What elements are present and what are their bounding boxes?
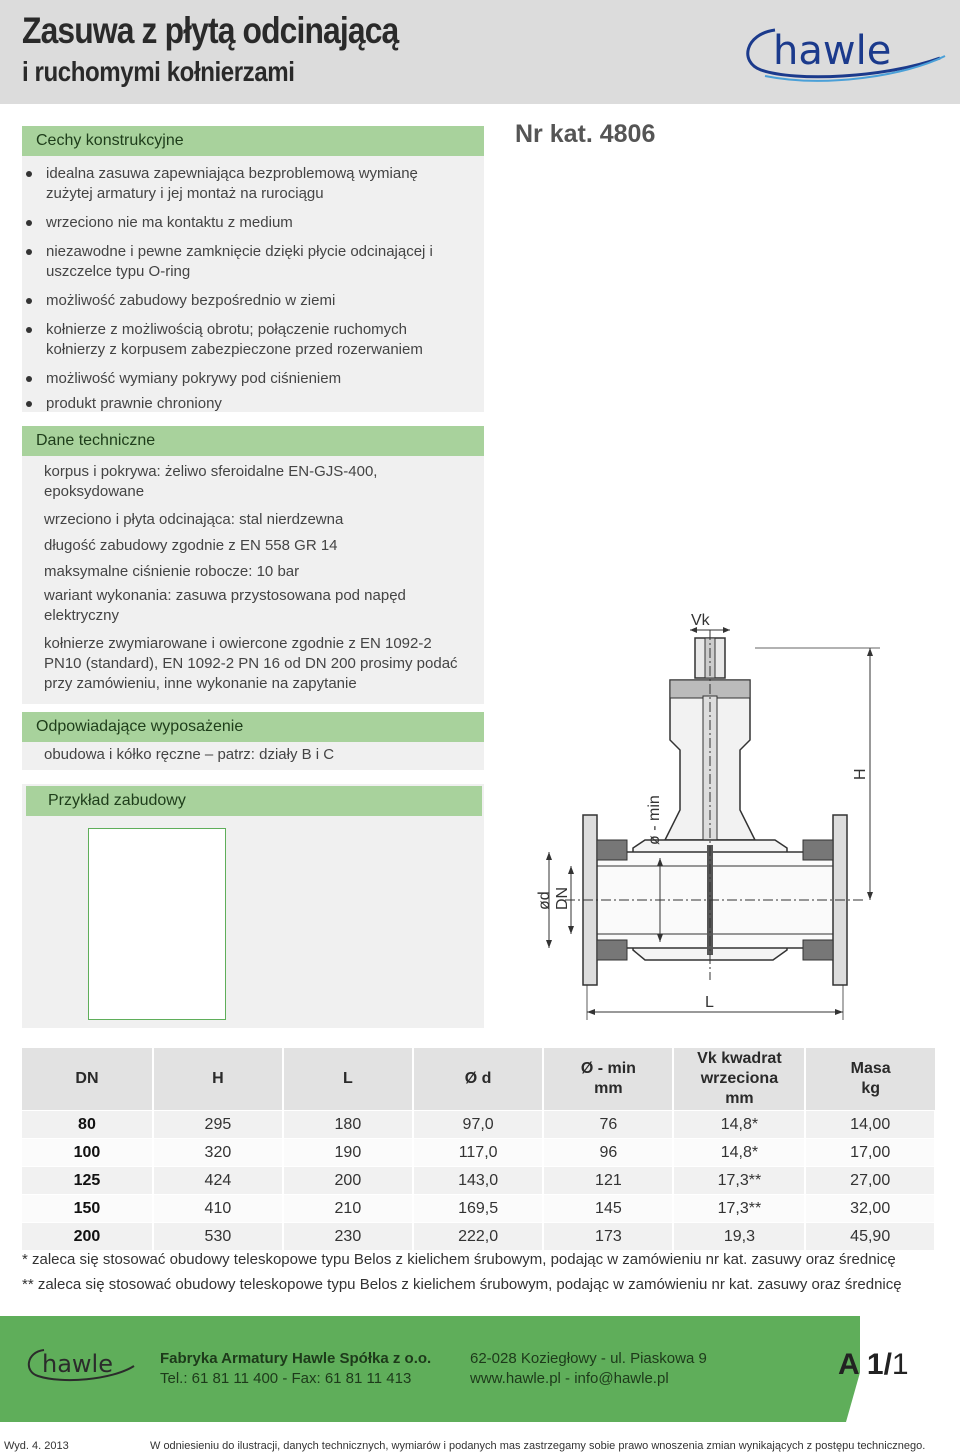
page-title: Zasuwa z płytą odcinającą (22, 10, 399, 51)
technical-heading: Dane techniczne (22, 426, 484, 456)
footer-web: www.hawle.pl - info@hawle.pl (470, 1370, 669, 1387)
accessories-heading: Odpowiadające wyposażenie (22, 712, 484, 742)
table-header-row (22, 1048, 935, 1111)
col-header-h: H (153, 1048, 283, 1111)
table-row (22, 1223, 935, 1251)
cell: 410 (153, 1195, 283, 1223)
installation-heading: Przykład zabudowy (26, 786, 482, 816)
h-label: H (852, 768, 869, 780)
dimensions-table (22, 1048, 936, 1250)
footer-hawle-logo (22, 1342, 137, 1388)
footer-company: Fabryka Armatury Hawle Spółka z o.o. (160, 1350, 432, 1367)
cell: 100 (22, 1139, 153, 1167)
edition-label: Wyd. 4. 2013 (4, 1440, 69, 1452)
cell: 200 (22, 1223, 153, 1251)
cell: 230 (283, 1223, 413, 1251)
catalog-number: Nr kat. 4806 (515, 120, 656, 148)
list-item: kołnierze z możliwością obrotu; połączenie ruchomych kołnierzy z korpusem zabezpieczone przed rozerwaniem (24, 320, 464, 360)
vk-label: Vk (691, 612, 710, 629)
page-number: A 1/1 (838, 1348, 909, 1381)
disclaimer: W odniesieniu do ilustracji, danych technicznych, wymiarów i podanych mas zastrzegamy sobie prawo wnoszenia zmian wynikających z postępu technicznego. (150, 1440, 926, 1452)
valve-drawing (525, 600, 925, 1030)
table-row (22, 1167, 935, 1195)
cell: 150 (22, 1195, 153, 1223)
technical-item: wariant wykonania: zasuwa przystosowana pod napęd elektryczny (44, 587, 406, 624)
cell: 96 (543, 1139, 673, 1167)
technical-item: kołnierze zwymiarowane i owiercone zgodnie z EN 1092-2 PN10 (standard), EN 1092-2 PN 16 od DN 200 prosimy podać przy zamówieniu, inne wykonanie na zapytanie (44, 635, 458, 692)
col-header-l: L (283, 1048, 413, 1111)
dn-label: DN (554, 886, 571, 910)
cell: 190 (283, 1139, 413, 1167)
cell: 97,0 (413, 1111, 544, 1139)
table-row (22, 1111, 935, 1139)
col-header-mass: Masa kg (805, 1048, 935, 1111)
cell: 180 (283, 1111, 413, 1139)
col-header-omin: Ø - min mm (543, 1048, 673, 1111)
col-header-vk: Vk kwadrat wrzeciona mm (673, 1048, 805, 1111)
technical-item: wrzeciono i płyta odcinająca: stal nierdzewna (44, 511, 344, 528)
table-row (22, 1139, 935, 1167)
cell: 45,90 (805, 1223, 935, 1251)
cell: 17,3** (673, 1195, 805, 1223)
footer-phone: Tel.: 61 81 11 400 - Fax: 61 81 11 413 (160, 1370, 412, 1387)
table-row (22, 1195, 935, 1223)
technical-list (44, 462, 464, 702)
technical-item: długość zabudowy zgodnie z EN 558 GR 14 (44, 537, 338, 554)
cell: 169,5 (413, 1195, 544, 1223)
footnote-2: ** zaleca się stosować obudowy teleskopowe typu Belos z kielichem śrubowym, podając w zamówieniu nr kat. zasuwy oraz średnicę (22, 1276, 902, 1293)
footer-band (0, 1316, 960, 1422)
hawle-logo (735, 18, 950, 90)
technical-item: korpus i pokrywa: żeliwo sferoidalne EN-GJS-400, epoksydowane (44, 463, 378, 500)
cell: 200 (283, 1167, 413, 1195)
col-header-od: Ø d (413, 1048, 544, 1111)
svg-text:hawle: hawle (42, 1350, 113, 1378)
features-list (24, 164, 464, 423)
cell: 320 (153, 1139, 283, 1167)
cell: 121 (543, 1167, 673, 1195)
accessories-text: obudowa i kółko ręczne – patrz: działy B i C (44, 746, 335, 763)
cell: 27,00 (805, 1167, 935, 1195)
footnote-1: * zaleca się stosować obudowy teleskopowe typu Belos z kielichem śrubowym, podając w zamówieniu nr kat. zasuwy oraz średnicę (22, 1251, 896, 1268)
cell: 32,00 (805, 1195, 935, 1223)
list-item: wrzeciono nie ma kontaktu z medium (24, 213, 464, 233)
list-item: idealna zasuwa zapewniająca bezproblemową wymianę zużytej armatury i jej montaż na rurociągu (24, 164, 464, 204)
od-label: ød (536, 891, 553, 910)
cell: 173 (543, 1223, 673, 1251)
cell: 80 (22, 1111, 153, 1139)
l-label: L (705, 994, 714, 1011)
footer-address: 62-028 Koziegłowy - ul. Piaskowa 9 (470, 1350, 707, 1367)
page-subtitle: i ruchomymi kołnierzami (22, 56, 295, 87)
cell: 424 (153, 1167, 283, 1195)
cell: 145 (543, 1195, 673, 1223)
features-heading: Cechy konstrukcyjne (22, 126, 484, 156)
cell: 14,8* (673, 1139, 805, 1167)
list-item: niezawodne i pewne zamknięcie dzięki płycie odcinającej i uszczelce typu O-ring (24, 242, 464, 282)
cell: 76 (543, 1111, 673, 1139)
omin-label: ø - min (646, 795, 663, 845)
cell: 125 (22, 1167, 153, 1195)
list-item: możliwość wymiany pokrywy pod ciśnieniem (24, 369, 464, 389)
cell: 14,8* (673, 1111, 805, 1139)
cell: 295 (153, 1111, 283, 1139)
installation-image-placeholder (88, 828, 226, 1020)
technical-item: maksymalne ciśnienie robocze: 10 bar (44, 563, 300, 580)
cell: 14,00 (805, 1111, 935, 1139)
cell: 210 (283, 1195, 413, 1223)
cell: 117,0 (413, 1139, 544, 1167)
cell: 17,3** (673, 1167, 805, 1195)
cell: 222,0 (413, 1223, 544, 1251)
cell: 17,00 (805, 1139, 935, 1167)
cell: 143,0 (413, 1167, 544, 1195)
list-item: produkt prawnie chroniony (24, 394, 464, 414)
list-item: możliwość zabudowy bezpośrednio w ziemi (24, 291, 464, 311)
cell: 530 (153, 1223, 283, 1251)
logo-text: hawle (773, 28, 892, 74)
col-header-dn: DN (22, 1048, 153, 1111)
cell: 19,3 (673, 1223, 805, 1251)
